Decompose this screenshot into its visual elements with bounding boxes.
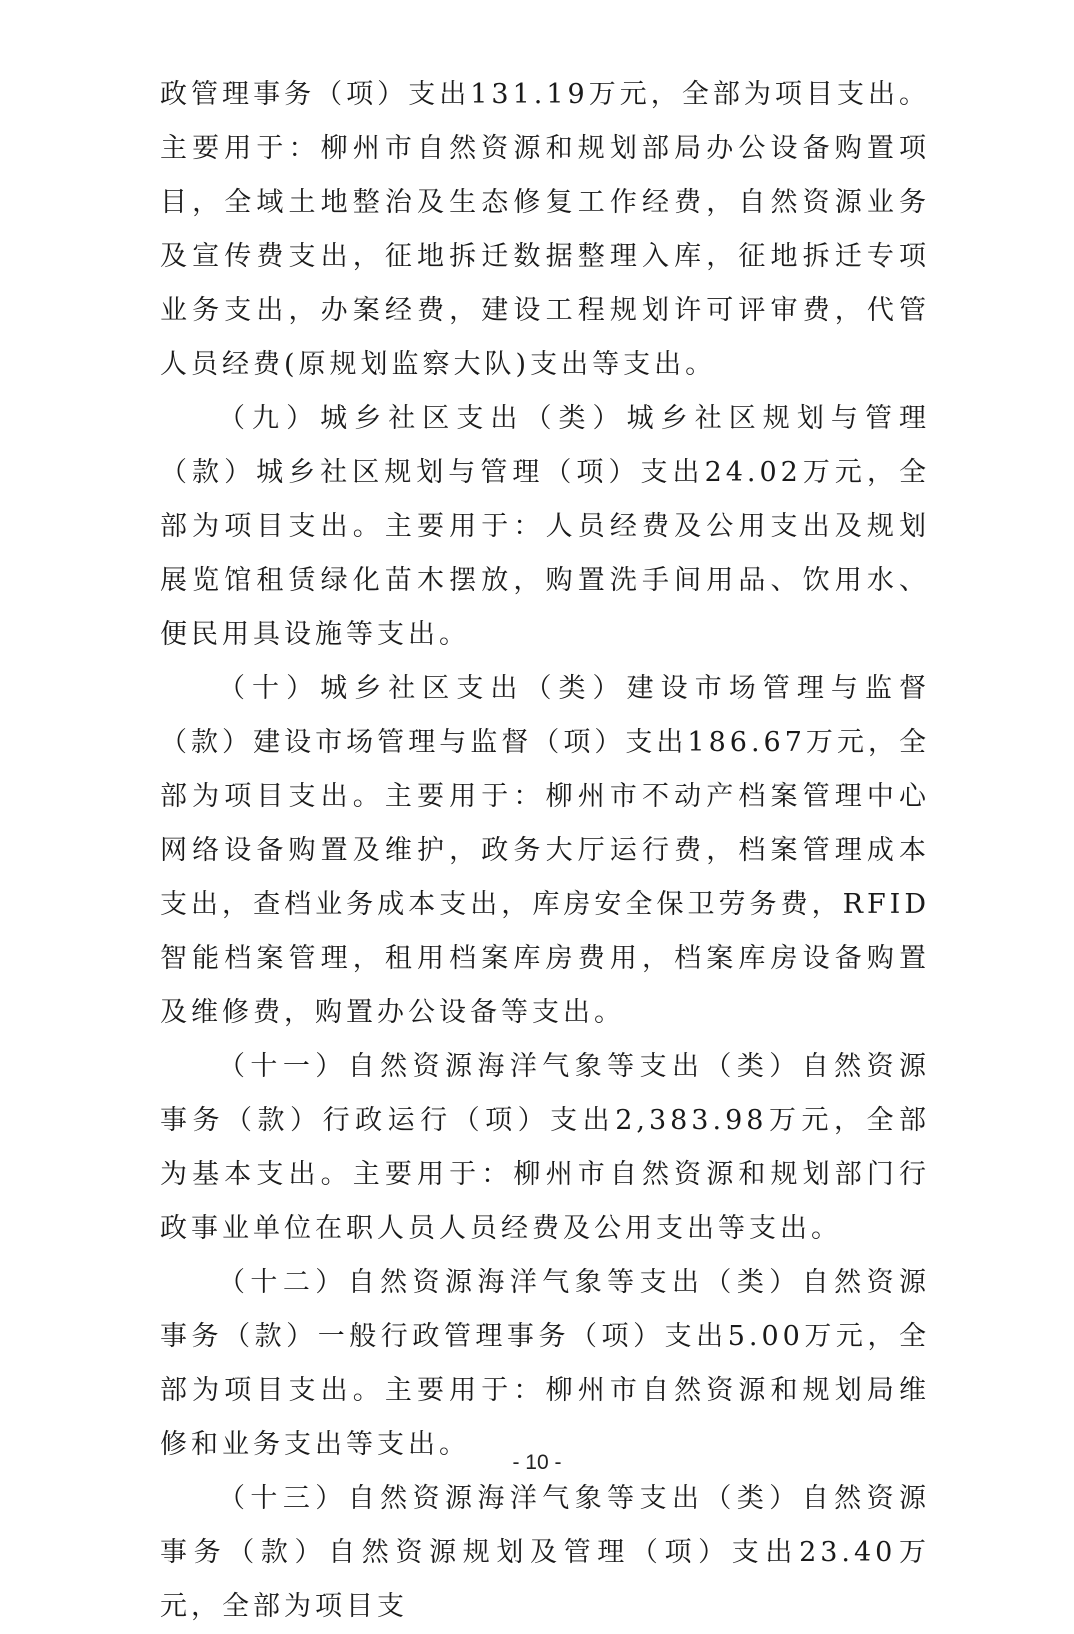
paragraph-continued-admin-affairs: 政管理事务（项）支出131.19万元，全部为项目支出。主要用于：柳州市自然资源和规划部局办公设备购置项目，全域土地整治及生态修复工作经费，自然资源业务及宣传费支出，征地拆迁数据整理入库，征地拆迁专项业务支出，办案经费，建设工程规划许可评审费，代管人员经费(原规划监察大队)支出等支出。 bbox=[160, 79, 930, 380]
paragraph-nine-urban-rural-planning: （九）城乡社区支出（类）城乡社区规划与管理（款）城乡社区规划与管理（项）支出24.02万元，全部为项目支出。主要用于：人员经费及公用支出及规划展览馆租赁绿化苗木摆放，购置洗手间用品、饮用水、便民用具设施等支出。 bbox=[160, 403, 930, 650]
paragraph-eleven-administrative-operation: （十一）自然资源海洋气象等支出（类）自然资源事务（款）行政运行（项）支出2,383.98万元，全部为基本支出。主要用于：柳州市自然资源和规划部门行政事业单位在职人员人员经费及公用支出等支出。 bbox=[160, 1051, 930, 1244]
paragraph-thirteen-resource-planning: （十三）自然资源海洋气象等支出（类）自然资源事务（款）自然资源规划及管理（项）支出23.40万元，全部为项目支 bbox=[160, 1483, 930, 1622]
paragraph-twelve-general-admin-affairs: （十二）自然资源海洋气象等支出（类）自然资源事务（款）一般行政管理事务（项）支出5.00万元，全部为项目支出。主要用于：柳州市自然资源和规划局维修和业务支出等支出。 bbox=[160, 1267, 930, 1460]
document-body bbox=[160, 68, 930, 1634]
page-number: - 10 - bbox=[512, 1451, 562, 1474]
paragraph-ten-market-supervision: （十）城乡社区支出（类）建设市场管理与监督（款）建设市场管理与监督（项）支出186.67万元，全部为项目支出。主要用于：柳州市不动产档案管理中心网络设备购置及维护，政务大厅运行费，档案管理成本支出，查档业务成本支出，库房安全保卫劳务费，RFID智能档案管理，租用档案库房费用，档案库房设备购置及维修费，购置办公设备等支出。 bbox=[160, 673, 930, 1028]
